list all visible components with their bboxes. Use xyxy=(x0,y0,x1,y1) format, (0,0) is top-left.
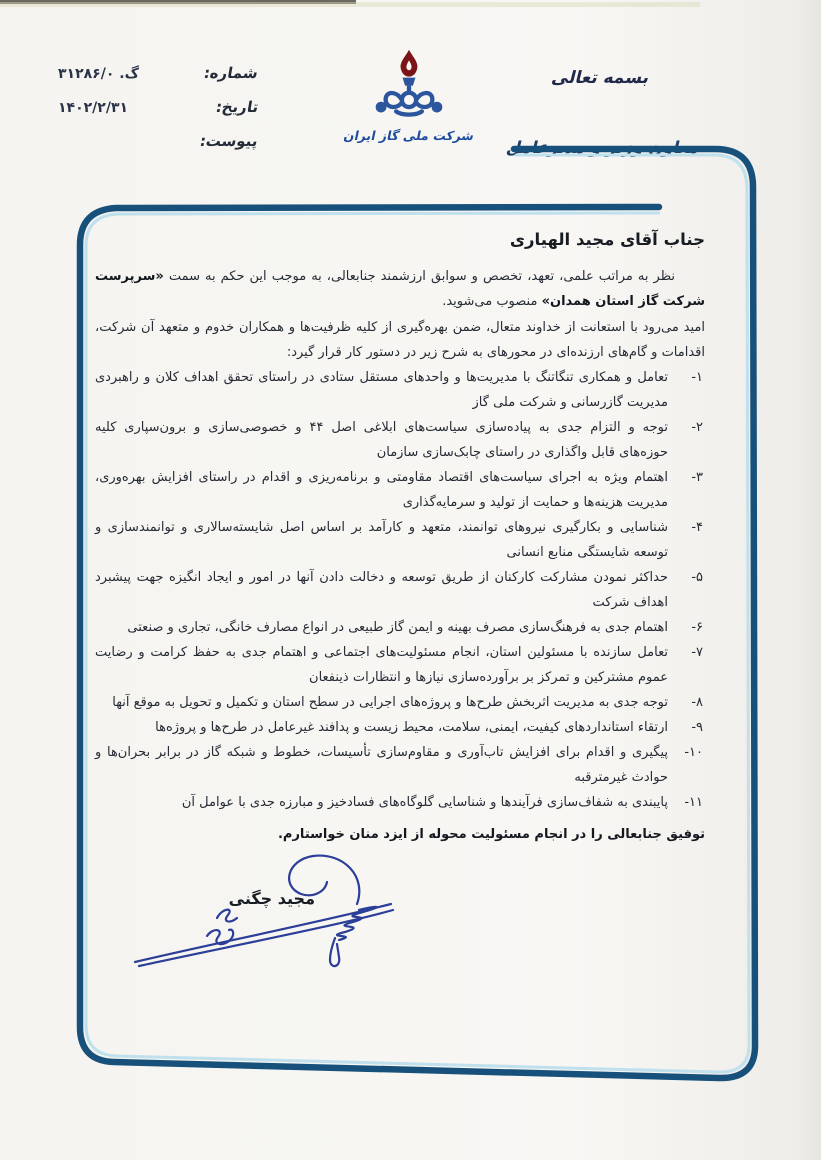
number-value: گ. ۳۱۲۸۶/۰ xyxy=(58,66,139,82)
directives-list xyxy=(95,366,705,815)
item-number: ۲- xyxy=(691,420,703,436)
letter-meta xyxy=(58,64,258,166)
item-text: ارتقاء استانداردهای کیفیت، ایمنی، سلامت، محیط زیست و پدافند غیرعامل در طرح‌ها و پروژه‌ها xyxy=(155,719,668,735)
list-item xyxy=(95,516,705,566)
item-text: پایبندی به شفاف‌سازی فرآیندها و شناسایی گلوگاه‌های فسادخیز و مبارزه جدی با عوامل آن xyxy=(181,794,668,810)
item-text: اهتمام جدی به فرهنگ‌سازی مصرف بهینه و ایمن گاز طبیعی در انواع مصارف خانگی، تجاری و صنعتی xyxy=(127,620,668,636)
item-text: توجه و التزام جدی به پیاده‌سازی سیاست‌های ابلاغی اصل ۴۴ و خصوصی‌سازی و برون‌سپاری کلیه حوزه‌های قابل واگذاری در راستای چابک‌سازی سازمان xyxy=(95,420,668,461)
list-item xyxy=(95,366,705,416)
list-item xyxy=(95,466,705,516)
item-text: اهتمام ویژه به اجرای سیاست‌های اقتصاد مقاومتی و برنامه‌ریزی و اقدام در راستای افزایش بهره‌وری، مدیریت هزینه‌ها و حمایت از تولید و سرمایه‌گذاری xyxy=(95,470,668,511)
item-text: تعامل سازنده با مسئولین استان، انجام مسئولیت‌های اجتماعی و اهتمام جدی به حفظ کرامت و رضایت عموم مشترکین و تمرکز بر برآورده‌سازی نیازها و انتظارات ذینفعان xyxy=(95,644,668,685)
item-number: ۵- xyxy=(691,570,703,586)
list-item xyxy=(95,566,705,616)
besmeleh-text: بسمه تعالی xyxy=(549,68,652,88)
attachment-label: پیوست: xyxy=(198,132,260,150)
item-number: ۱۰- xyxy=(684,744,703,760)
item-number: ۳- xyxy=(691,470,703,486)
meta-attachment-row xyxy=(58,132,258,150)
item-number: ۱۱- xyxy=(684,794,703,810)
list-item xyxy=(95,641,705,691)
signature-scribble xyxy=(121,842,421,972)
sender-title: معاون وزیر و مدیرعامل xyxy=(504,138,702,157)
item-text: پیگیری و اقدام برای افزایش تاب‌آوری و مقاوم‌سازی تأسیسات، خطوط و شبکه گاز در برابر بحران‌ها و حوادث غیرمترقبه xyxy=(95,744,668,785)
item-number: ۶- xyxy=(691,620,703,636)
intro-tail: منصوب می‌شوید. xyxy=(442,293,538,309)
list-item xyxy=(95,716,705,741)
item-number: ۱- xyxy=(691,370,703,386)
nigc-emblem-icon xyxy=(366,48,452,126)
meta-number-row xyxy=(58,64,258,82)
intro-plain: نظر به مراتب علمی، تعهد، تخصص و سوابق ارزشمند جنابعالی، به موجب این حکم به سمت xyxy=(168,268,675,284)
item-text: شناسایی و بکارگیری نیروهای توانمند، متعهد و کارآمد بر اساس اصل شایسته‌سالاری و توانمندسازی و توسعه شایستگی منابع انسانی xyxy=(95,520,668,561)
closing-line: توفیق جنابعالی را در انجام مسئولیت محوله از ایزد منان خواستارم. xyxy=(277,826,705,842)
item-text: حداکثر نمودن مشارکت کارکنان از طریق توسعه و دخالت دادن آنها در امور و ایجاد انگیزه جهت پیشبرد اهداف شرکت xyxy=(95,570,668,611)
item-number: ۴- xyxy=(691,520,703,536)
list-item xyxy=(95,741,705,791)
hope-paragraph: امید می‌رود با استعانت از خداوند متعال، ضمن بهره‌گیری از کلیه ظرفیت‌ها و همکاران خدوم و متعهد آن شرکت، اقدامات و گام‌های ارزنده‌ای در محورهای به شرح زیر در دستور کار قرار گیرد: xyxy=(95,319,705,360)
letter-body xyxy=(95,224,705,970)
list-item xyxy=(95,616,705,641)
item-number: ۹- xyxy=(691,719,703,735)
meta-date-row xyxy=(58,98,258,116)
signer-name: مجید چگنی xyxy=(228,888,315,908)
item-number: ۸- xyxy=(691,694,703,710)
number-label: شماره: xyxy=(202,64,260,82)
addressee: جناب آقای مجید الهیاری xyxy=(509,230,705,249)
list-item xyxy=(95,416,705,466)
list-item xyxy=(95,691,705,716)
appointment-title: «سرپرست شرکت گاز استان همدان» xyxy=(95,268,705,309)
date-label: تاریخ: xyxy=(214,98,260,116)
nigc-logo xyxy=(344,48,474,143)
list-item xyxy=(95,791,705,816)
company-name: شرکت ملی گاز ایران xyxy=(342,128,476,143)
scan-artifact-tint xyxy=(0,2,700,7)
signature-block xyxy=(95,848,415,970)
item-number: ۷- xyxy=(691,644,703,660)
item-text: تعامل و همکاری تنگاتنگ با مدیریت‌ها و واحدهای مستقل ستادی در راستای تحقق اهداف کلان و راهبردی مدیریت گازرسانی و شرکت ملی گاز xyxy=(95,370,668,411)
intro-paragraph xyxy=(95,265,705,315)
item-text: توجه جدی به مدیریت اثربخش طرح‌ها و پروژه‌های اجرایی در سطح استان و تکمیل و تحویل به موقع آنها xyxy=(112,694,668,710)
date-value: ۱۴۰۲/۲/۳۱ xyxy=(58,100,129,116)
